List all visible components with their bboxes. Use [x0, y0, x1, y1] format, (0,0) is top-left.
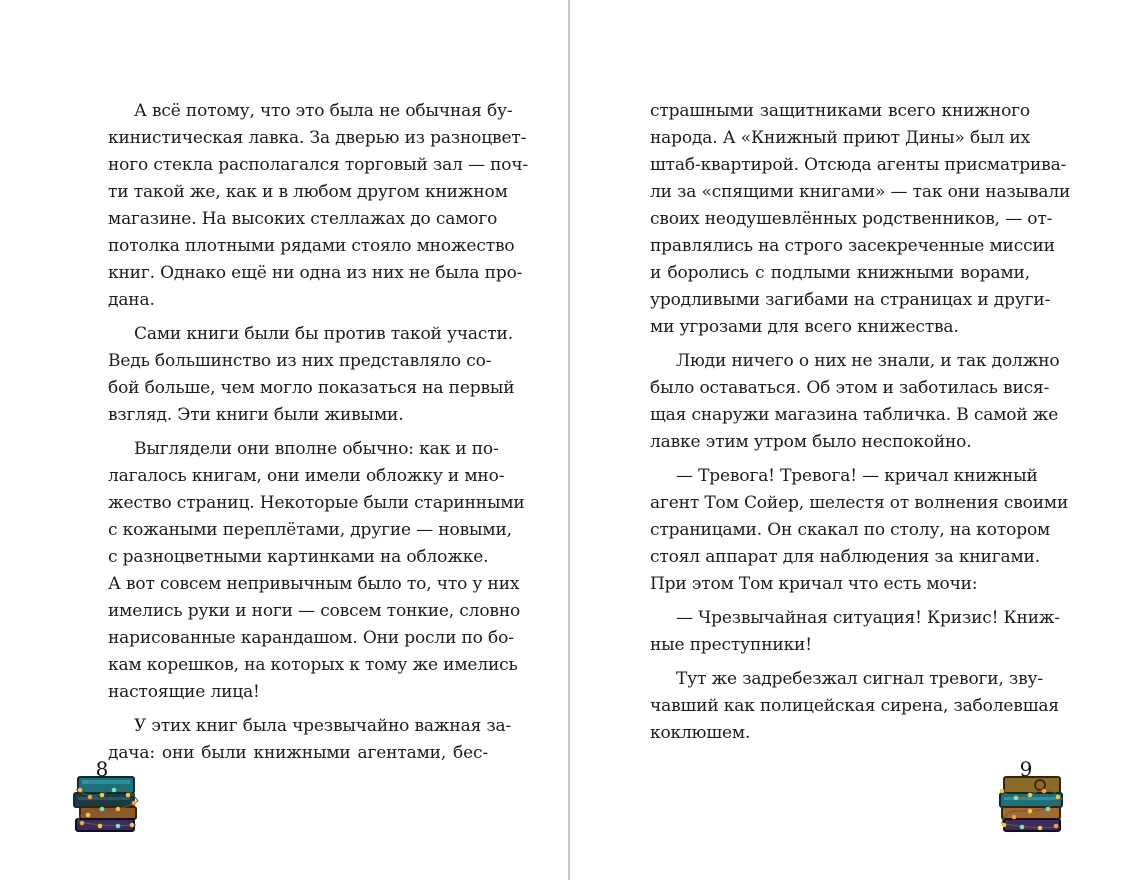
- text-line: ного стекла располагался торговый зал — поч-: [108, 155, 529, 175]
- page-number-left: 8: [95, 757, 109, 781]
- paragraph: [108, 713, 512, 767]
- text-line: ти такой же, как и в любом другом книжном: [108, 182, 508, 202]
- text-line: ли за «спящими книгами» — так они называли: [650, 182, 1071, 202]
- text-line: Ведь большинство из них представляло со-: [108, 351, 492, 371]
- text-line: агент Том Сойер, шелестя от волнения своими: [650, 493, 1069, 513]
- paragraph: [650, 348, 1060, 456]
- paragraph: [650, 463, 1069, 598]
- left-page-folio: [72, 757, 144, 837]
- text-line: было оставаться. Об этом и заботилась вися-: [650, 378, 1050, 398]
- text-line: А вот совсем непривычным было то, что у них: [108, 574, 520, 594]
- text-line: нарисованные карандашом. Они росли по бо-: [108, 628, 514, 648]
- text-line: При этом Том кричал что есть мочи:: [650, 574, 978, 594]
- text-line: дана.: [108, 290, 155, 310]
- text-line: Тут же задребезжал сигнал тревоги, зву-: [676, 669, 1043, 689]
- text-line: дача: они были книжными агентами, бес-: [108, 743, 488, 763]
- paragraph: [650, 98, 1071, 341]
- text-line: книг. Однако ещё ни одна из них не была про-: [108, 263, 523, 283]
- page-number-right: 9: [1019, 757, 1033, 781]
- text-line: кинистическая лавка. За дверью из разноцвет-: [108, 128, 527, 148]
- text-line: Сами книги были бы против такой участи.: [134, 324, 513, 344]
- text-line: — Тревога! Тревога! — кричал книжный: [676, 466, 1038, 486]
- text-line: страшными защитниками всего книжного: [650, 101, 1030, 121]
- text-line: ные преступники!: [650, 635, 812, 655]
- paragraph: [650, 666, 1059, 747]
- text-line: и боролись с подлыми книжными ворами,: [650, 263, 1030, 283]
- text-line: настоящие лица!: [108, 682, 260, 702]
- text-line: потолка плотными рядами стояло множество: [108, 236, 515, 256]
- text-line: магазине. На высоких стеллажах до самого: [108, 209, 498, 229]
- text-line: А всё потому, что это была не обычная бу-: [134, 101, 513, 121]
- text-line: Люди ничего о них не знали, и так должно: [676, 351, 1060, 371]
- text-line: щая снаружи магазина табличка. В самой же: [650, 405, 1059, 425]
- page-gutter: [568, 0, 570, 880]
- text-line: народа. А «Книжный приют Дины» был их: [650, 128, 1031, 148]
- text-line: страницами. Он скакал по столу, на котором: [650, 520, 1051, 540]
- paragraph: [108, 98, 529, 314]
- text-line: лагалось книгам, они имели обложку и мно-: [108, 466, 505, 486]
- right-page-text: [650, 98, 1071, 754]
- text-line: жество страниц. Некоторые были старинными: [108, 493, 525, 513]
- text-line: Выглядели они вполне обычно: как и по-: [134, 439, 499, 459]
- text-line: своих неодушевлённых родственников, — от-: [650, 209, 1053, 229]
- text-line: кам корешков, на которых к тому же имелись: [108, 655, 518, 675]
- text-line: имелись руки и ноги — совсем тонкие, словно: [108, 601, 521, 621]
- text-line: правлялись на строго засекреченные миссии: [650, 236, 1055, 256]
- text-line: с кожаными переплётами, другие — новыми,: [108, 520, 512, 540]
- text-line: У этих книг была чрезвычайно важная за-: [134, 716, 512, 736]
- text-line: стоял аппарат для наблюдения за книгами.: [650, 547, 1040, 567]
- paragraph: [108, 321, 515, 429]
- text-line: с разноцветными картинками на обложке.: [108, 547, 489, 567]
- text-line: взгляд. Эти книги были живыми.: [108, 405, 404, 425]
- text-line: бой больше, чем могло показаться на первый: [108, 378, 515, 398]
- text-line: штаб-квартирой. Отсюда агенты присматрива-: [650, 155, 1067, 175]
- left-page-text: [108, 98, 529, 774]
- paragraph: [650, 605, 1061, 659]
- paragraph: [108, 436, 525, 706]
- text-line: ми угрозами для всего книжества.: [650, 317, 959, 337]
- text-line: — Чрезвычайная ситуация! Кризис! Книж-: [676, 608, 1061, 628]
- text-line: уродливыми загибами на страницах и други-: [650, 290, 1051, 310]
- text-line: коклюшем.: [650, 723, 751, 743]
- text-line: лавке этим утром было неспокойно.: [650, 432, 972, 452]
- right-page-folio: [996, 757, 1068, 837]
- text-line: чавший как полицейская сирена, заболевшая: [650, 696, 1059, 716]
